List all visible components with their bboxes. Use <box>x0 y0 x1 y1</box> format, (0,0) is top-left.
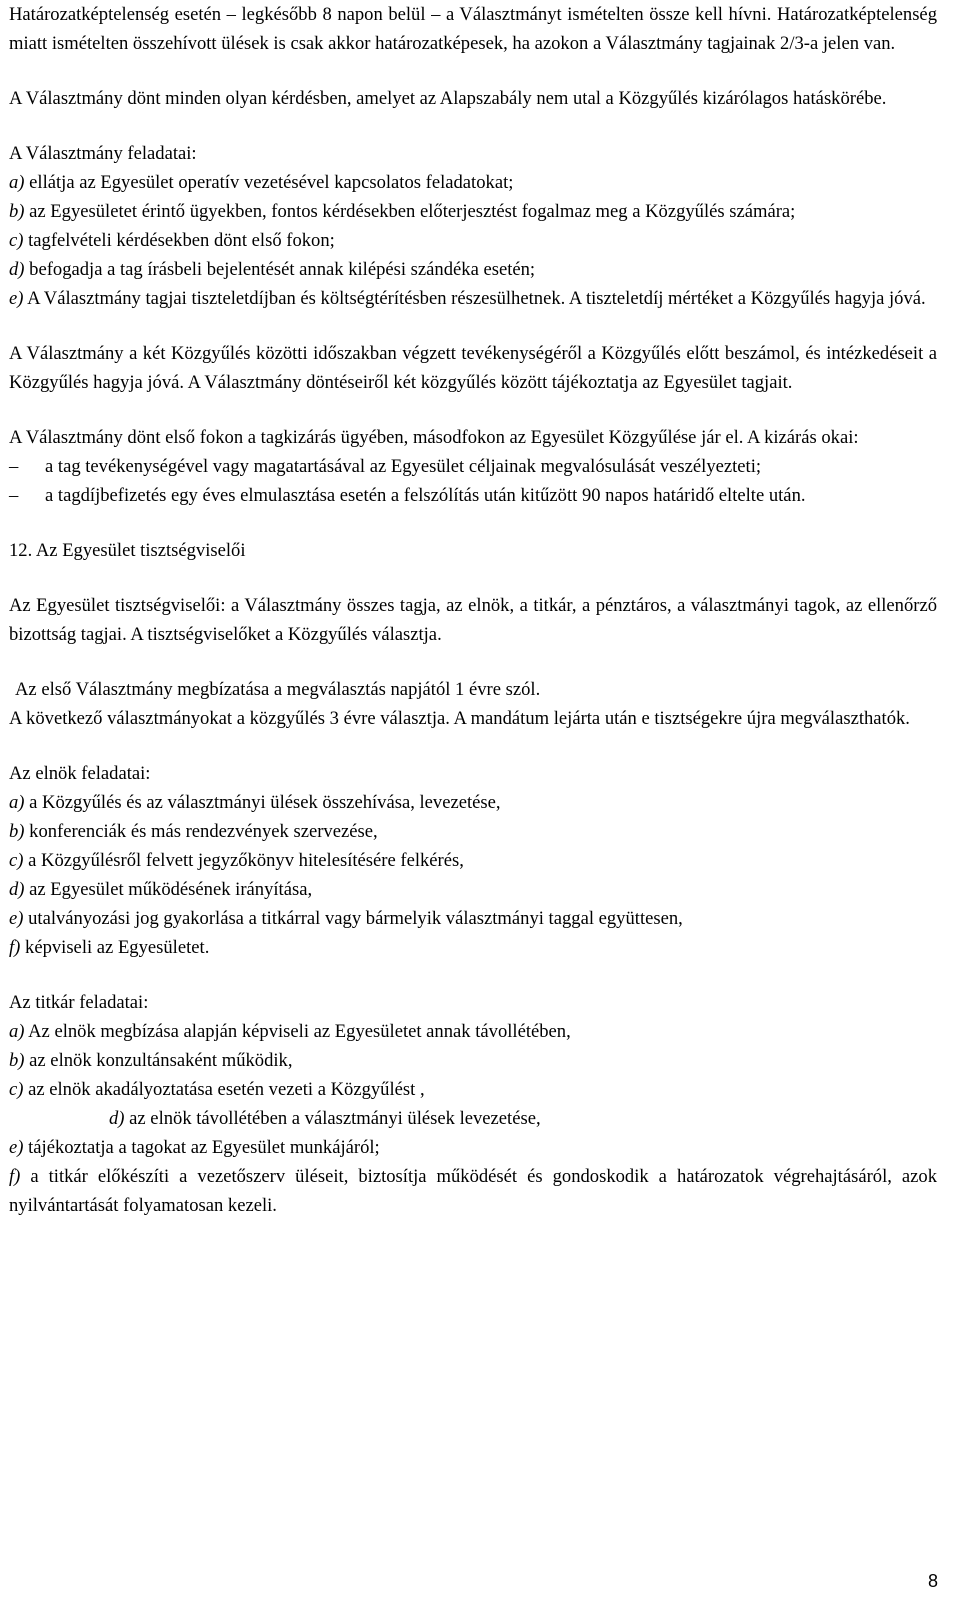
valasztmany-tasks <box>9 139 937 313</box>
list-item: d) befogadja a tag írásbeli bejelentését annak kilépési szándéka esetén; <box>9 259 536 280</box>
list-item: c) tagfelvételi kérdésekben dönt első fokon; <box>9 230 335 251</box>
list-item: c) az elnök akadályoztatása esetén vezeti a Közgyűlést , <box>9 1079 425 1100</box>
list-item: b) konferenciák és más rendezvények szervezése, <box>9 821 378 842</box>
paragraph-first-term: Az első Választmány megbízatása a megválasztás napjától 1 évre szól. <box>15 679 541 700</box>
list-item: f) a titkár előkészíti a vezetőszerv üléseit, biztosítja működését és gondoskodik a határozatok végrehajtásáról, azok nyilvántartását folyamatosan kezeli. <box>9 1166 937 1216</box>
valasztmany-heading: A Választmány feladatai: <box>9 143 197 164</box>
document-page <box>9 0 937 1220</box>
paragraph-competence: A Választmány dönt minden olyan kérdésben, amelyet az Alapszabály nem utal a Közgyűlés kizárólagos hatáskörébe. <box>9 88 887 109</box>
list-item: c) a Közgyűlésről felvett jegyzőkönyv hitelesítésére felkérés, <box>9 850 464 871</box>
list-item: d) az Egyesület működésének irányítása, <box>9 879 313 900</box>
list-item: e) utalványozási jog gyakorlása a titkárral vagy bármelyik választmányi taggal együttesen, <box>9 908 683 929</box>
section-title: 12. Az Egyesület tisztségviselői <box>9 540 246 561</box>
paragraph-expulsion: A Választmány dönt első fokon a tagkizárás ügyében, másodfokon az Egyesület Közgyűlése jár el. A kizárás okai: <box>9 427 859 448</box>
paragraph-report: A Választmány a két Közgyűlés közötti időszakban végzett tevékenységéről a Közgyűlés előtt beszámol, és intézkedéseit a Közgyűlés hagyja jóvá. A Választmány döntéseiről két közgyűlés között tájékoztatja az Egyesület tagjait. <box>9 343 937 393</box>
titkar-tasks <box>9 988 937 1220</box>
list-item: – a tag tevékenységével vagy magatartásával az Egyesület céljainak megvalósulását veszélyezteti; <box>9 456 762 477</box>
list-item: – a tagdíjbefizetés egy éves elmulasztása esetén a felszólítás után kitűzött 90 napos határidő eltelte után. <box>9 485 806 506</box>
list-item: b) az Egyesületet érintő ügyekben, fontos kérdésekben előterjesztést fogalmaz meg a Közgyűlés számára; <box>9 201 796 222</box>
paragraph-next-terms: A következő választmányokat a közgyűlés 3 évre választja. A mandátum lejárta után e tisztségekre újra megválaszthatók. <box>9 708 910 729</box>
paragraph-quorum: Határozatképtelenség esetén – legkésőbb 8 napon belül – a Választmányt ismételten össze kell hívni. Határozatképtelenség miatt ismételten összehívott ülések is csak akkor határozatképesek, ha azokon a Választmány tagjainak 2/3-a jelen van. <box>9 4 937 54</box>
list-item: a) a Közgyűlés és az választmányi ülések összehívása, levezetése, <box>9 792 501 813</box>
elnok-tasks <box>9 759 937 962</box>
list-item: a) Az elnök megbízása alapján képviseli az Egyesületet annak távollétében, <box>9 1021 571 1042</box>
page-number: 8 <box>927 1571 938 1591</box>
list-item: d) az elnök távollétében a választmányi ülések levezetése, <box>109 1108 541 1129</box>
list-item: e) tájékoztatja a tagokat az Egyesület munkájáról; <box>9 1137 380 1158</box>
list-item: b) az elnök konzultánsaként működik, <box>9 1050 293 1071</box>
list-item: a) ellátja az Egyesület operatív vezetésével kapcsolatos feladatokat; <box>9 172 514 193</box>
list-item: f) képviseli az Egyesületet. <box>9 937 210 958</box>
paragraph-officers: Az Egyesület tisztségviselői: a Választmány összes tagja, az elnök, a titkár, a pénztáros, a választmányi tagok, az ellenőrző bizottság tagjai. A tisztségviselőket a Közgyűlés választja. <box>9 595 937 645</box>
list-item: e) A Választmány tagjai tiszteletdíjban és költségtérítésben részesülhetnek. A tiszteletdíj mértéket a Közgyűlés hagyja jóvá. <box>9 288 926 309</box>
elnok-heading: Az elnök feladatai: <box>9 763 151 784</box>
titkar-heading: Az titkár feladatai: <box>9 992 149 1013</box>
